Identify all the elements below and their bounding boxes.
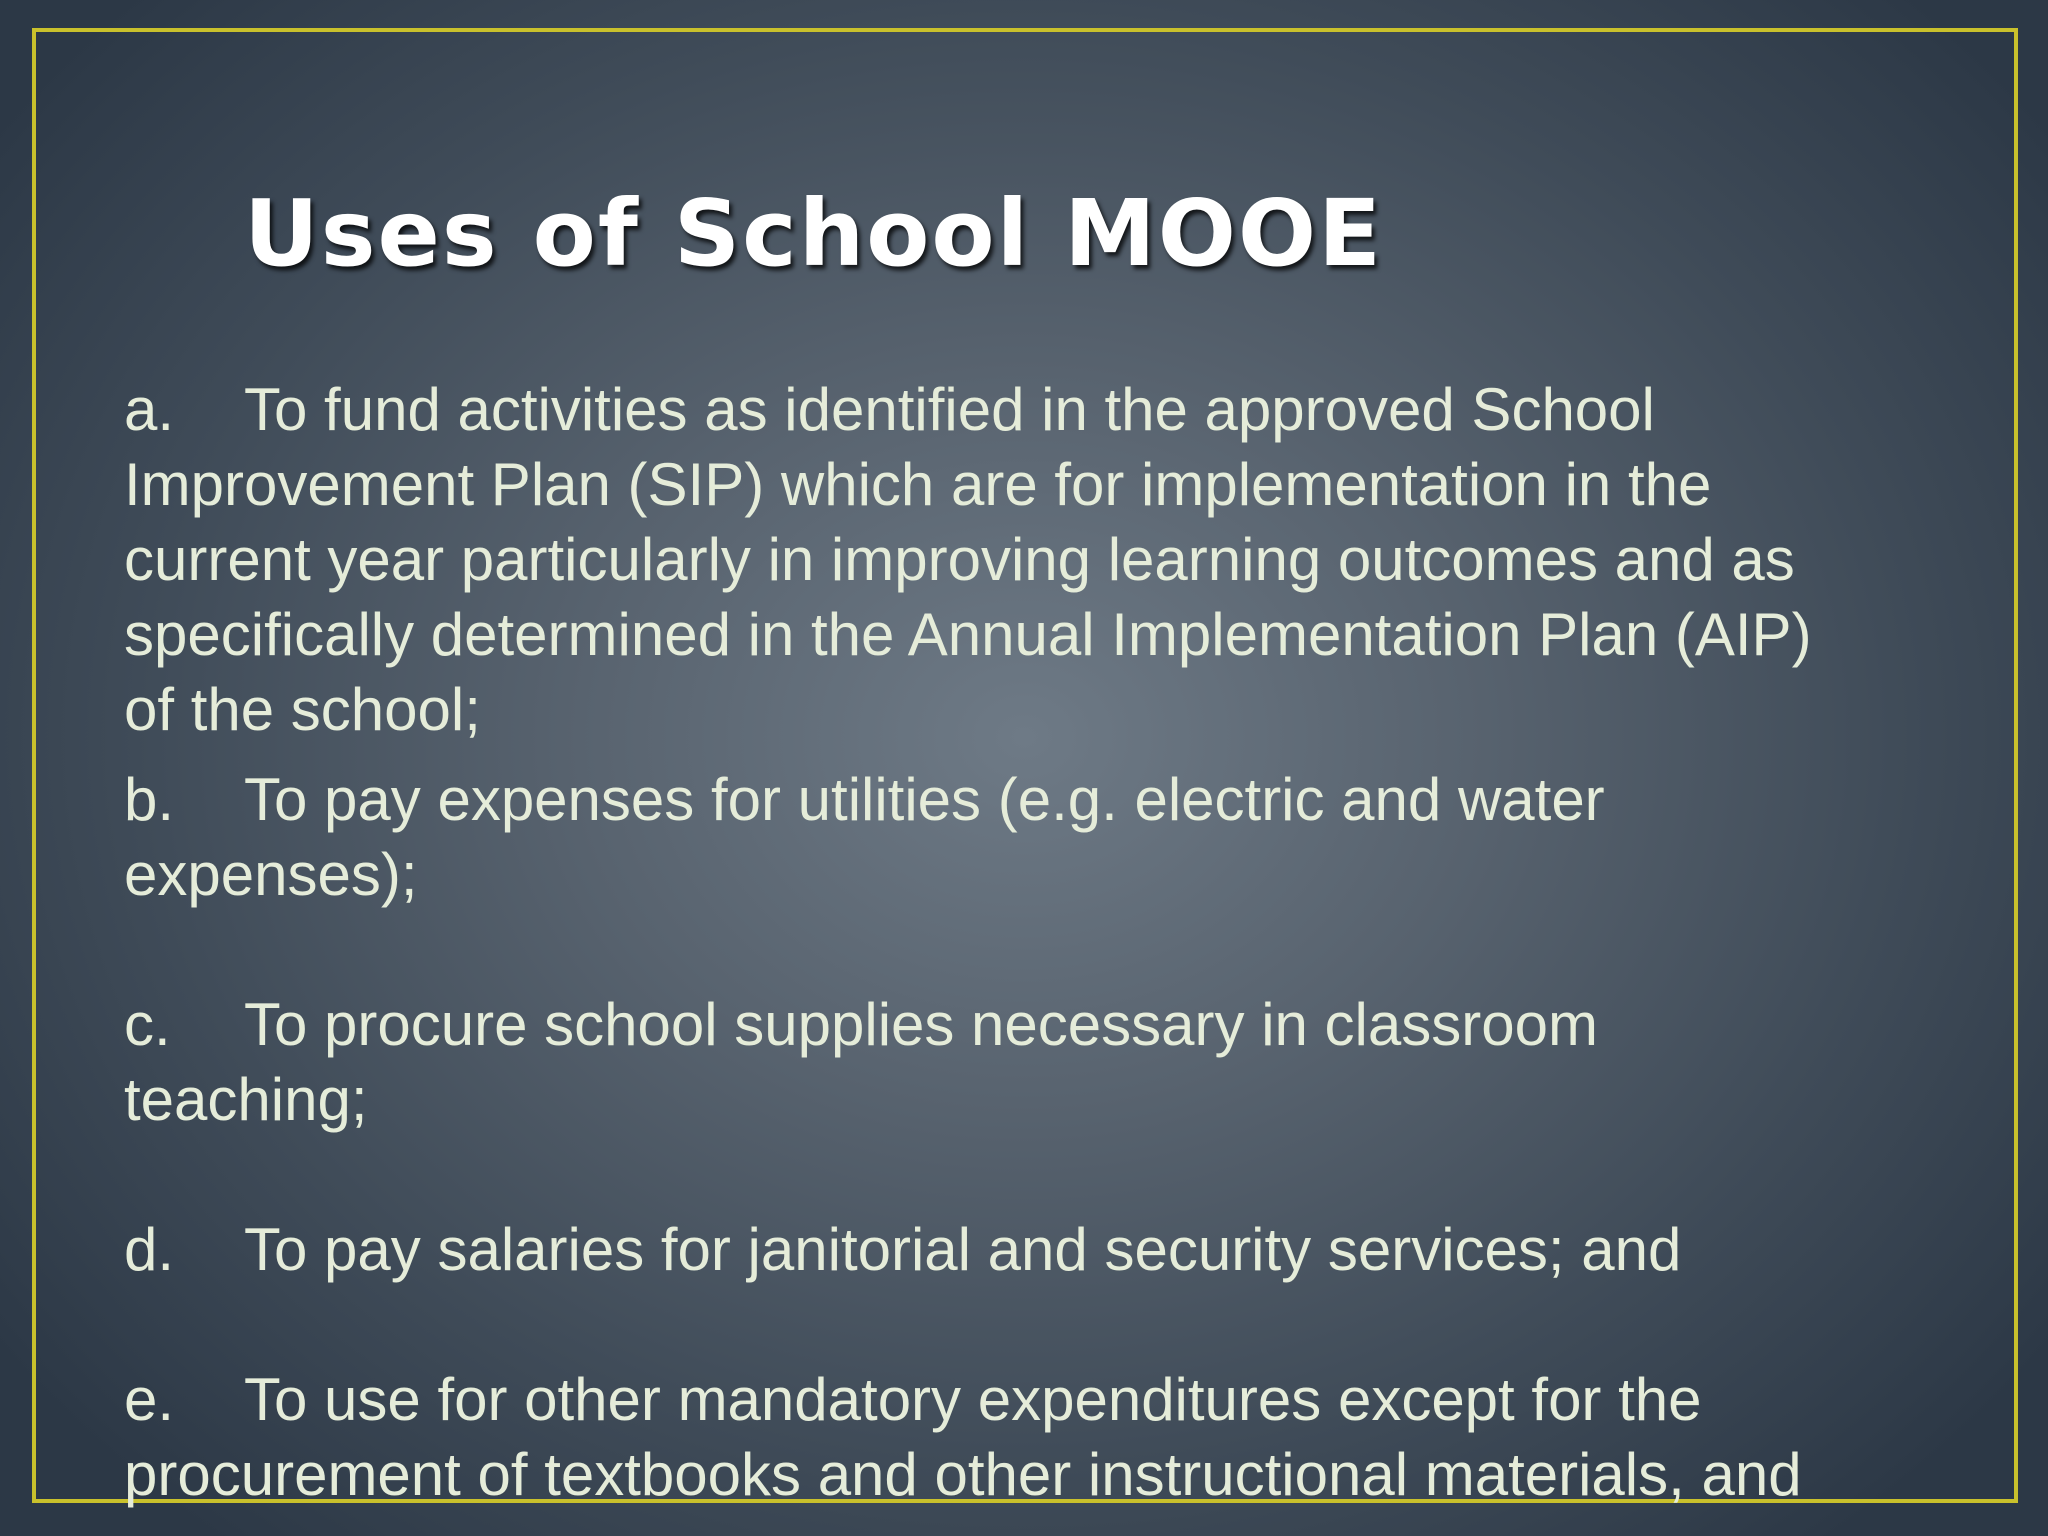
list-marker: b.	[124, 766, 175, 833]
list-item-line: To procure school supplies necessary in classroom	[244, 991, 1598, 1058]
list-item-line: of the school;	[124, 676, 481, 743]
slide-title: Uses of School MOOE	[244, 180, 1383, 287]
list-item	[124, 1212, 2004, 1287]
list-item-line: To use for other mandatory expenditures except for the	[244, 1366, 1702, 1433]
list-marker: a.	[124, 376, 175, 443]
list-item	[124, 762, 2004, 912]
list-item-line: procurement of textbooks and other instructional materials, and	[124, 1441, 1802, 1508]
list-item-line: teaching;	[124, 1066, 368, 1133]
list-item	[124, 372, 2004, 747]
list-marker: e.	[124, 1366, 175, 1433]
list-item-line: To pay salaries for janitorial and security services; and	[244, 1216, 1682, 1283]
list-item-line: To pay expenses for utilities (e.g. electric and water	[244, 766, 1605, 833]
list-item-line: specifically determined in the Annual Implementation Plan (AIP)	[124, 601, 1812, 668]
list-marker: d.	[124, 1216, 175, 1283]
list-item-line: expenses);	[124, 841, 418, 908]
list-marker: c.	[124, 991, 171, 1058]
list-item-line: current year particularly in improving learning outcomes and as	[124, 526, 1795, 593]
list-item-line: Improvement Plan (SIP) which are for implementation in the	[124, 451, 1712, 518]
list-item-line: To fund activities as identified in the approved School	[244, 376, 1655, 443]
list-item	[124, 1362, 2004, 1512]
list-item	[124, 987, 2004, 1137]
